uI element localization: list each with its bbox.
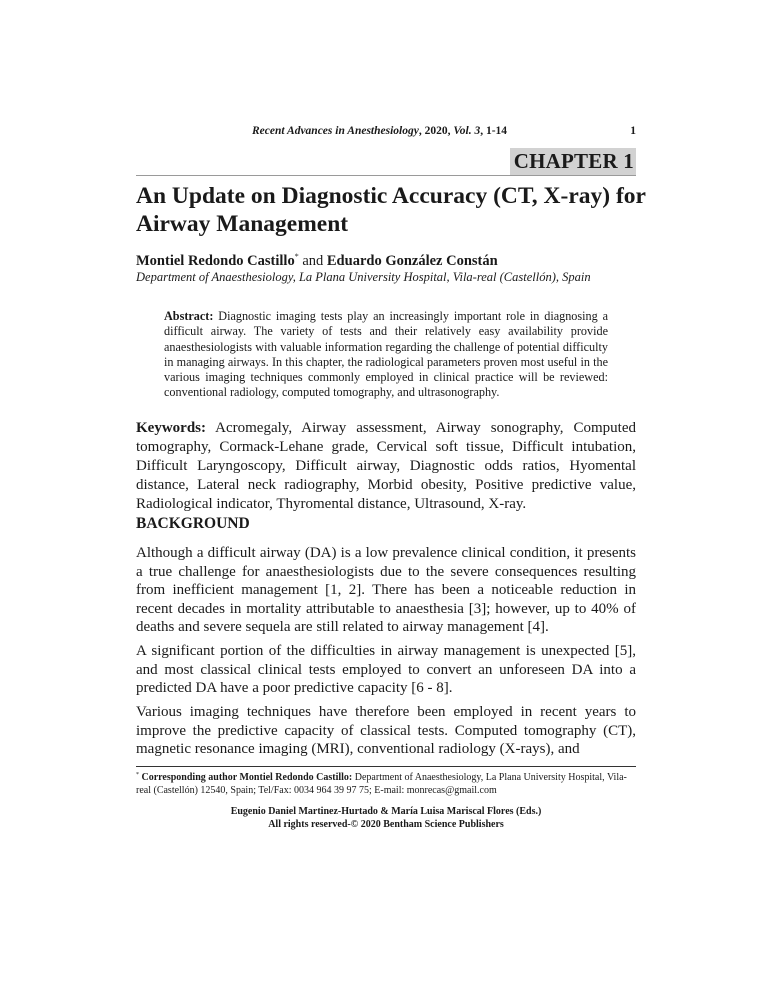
footnote-label: Corresponding author Montiel Redondo Castillo: [139,772,353,783]
abstract-text: Diagnostic imaging tests play an increasingly important role in diagnosing a difficult airway. The variety of tests and their relatively easy availability provide anaesthesiologists with valuable information regarding the challenge of potential difficulty in managing airways. In this chapter, the radiological parameters proven most useful in the various imaging techniques commonly employed in clinical practice will be reviewed: conventional radiology, computed tomography, and ultrasonography. [164,309,608,400]
corresponding-marker: * [294,252,299,261]
footnote [136,769,636,797]
journal-year: , 2020, [418,125,454,137]
chapter-divider [136,175,636,176]
chapter-label: CHAPTER 1 [510,148,636,175]
section-heading: BACKGROUND [136,515,250,532]
chapter-title: An Update on Diagnostic Accuracy (CT, X-ray) for Airway Management [136,183,646,237]
editors-line: Eugenio Daniel Martinez-Hurtado & María Luisa Mariscal Flores (Eds.) [230,806,542,817]
keywords [136,419,636,514]
affiliation: Department of Anaesthesiology, La Plana University Hospital, Vila-real (Castellón), Spain [136,270,591,284]
author-conjunction: and [298,253,327,269]
footnote-divider [136,766,636,767]
keywords-label: Keywords: [136,420,206,436]
body-paragraph: A significant portion of the difficulties in airway management is unexpected [5], and most classical clinical tests employed to convert an unforeseen DA into a predicted DA have a poor predictive capacity [6 - 8]. [136,643,636,697]
body-paragraph: Although a difficult airway (DA) is a low prevalence clinical condition, it presents a true challenge for anaesthesiologists due to the severe consequences resulting from inefficient management [1, 2]. There has been a noticeable reduction in recent decades in mortality attributable to anaesthesia [3]; however, up to 40% of deaths and severe sequela are still related to airway management [4]. [136,545,636,636]
abstract-label: Abstract: [164,309,214,323]
body-paragraph: Various imaging techniques have therefore been employed in recent years to improve the predictive capacity of classical tests. Computed tomography (CT), magnetic resonance imaging (MRI), conventional radiology (X-rays), and [136,704,636,758]
running-head-citation [252,124,507,138]
page-number: 1 [630,125,636,137]
author-1: Montiel Redondo Castillo [136,253,295,269]
journal-pages: , 1-14 [480,125,508,137]
footnote-marker: * [136,772,139,778]
keywords-text: Acromegaly, Airway assessment, Airway sonography, Computed tomography, Cormack-Lehane grade, Cervical soft tissue, Difficult intubation, Difficult Laryngoscopy, Difficult airway, Diagnostic odds ratios, Hyomental distance, Lateral neck radiography, Morbid obesity, Positive predictive value, Radiological indicator, Thyromental distance, Ultrasound, X-ray. [136,420,636,512]
journal-name: Recent Advances in Anesthesiology [252,125,419,137]
publisher-imprint [136,805,636,831]
footnote-text: Department of Anaesthesiology, La Plana University Hospital, Vila-real (Castellón) 12540, Spain; Tel/Fax: 0034 964 39 97 75; E-mail: monrecas@gmail.com [136,772,627,796]
rights-line: All rights reserved-© 2020 Bentham Science Publishers [268,819,504,830]
journal-volume: Vol. 3 [453,125,481,137]
author-2: Eduardo González Constán [326,253,498,269]
author-line [136,248,498,270]
abstract [164,309,608,401]
